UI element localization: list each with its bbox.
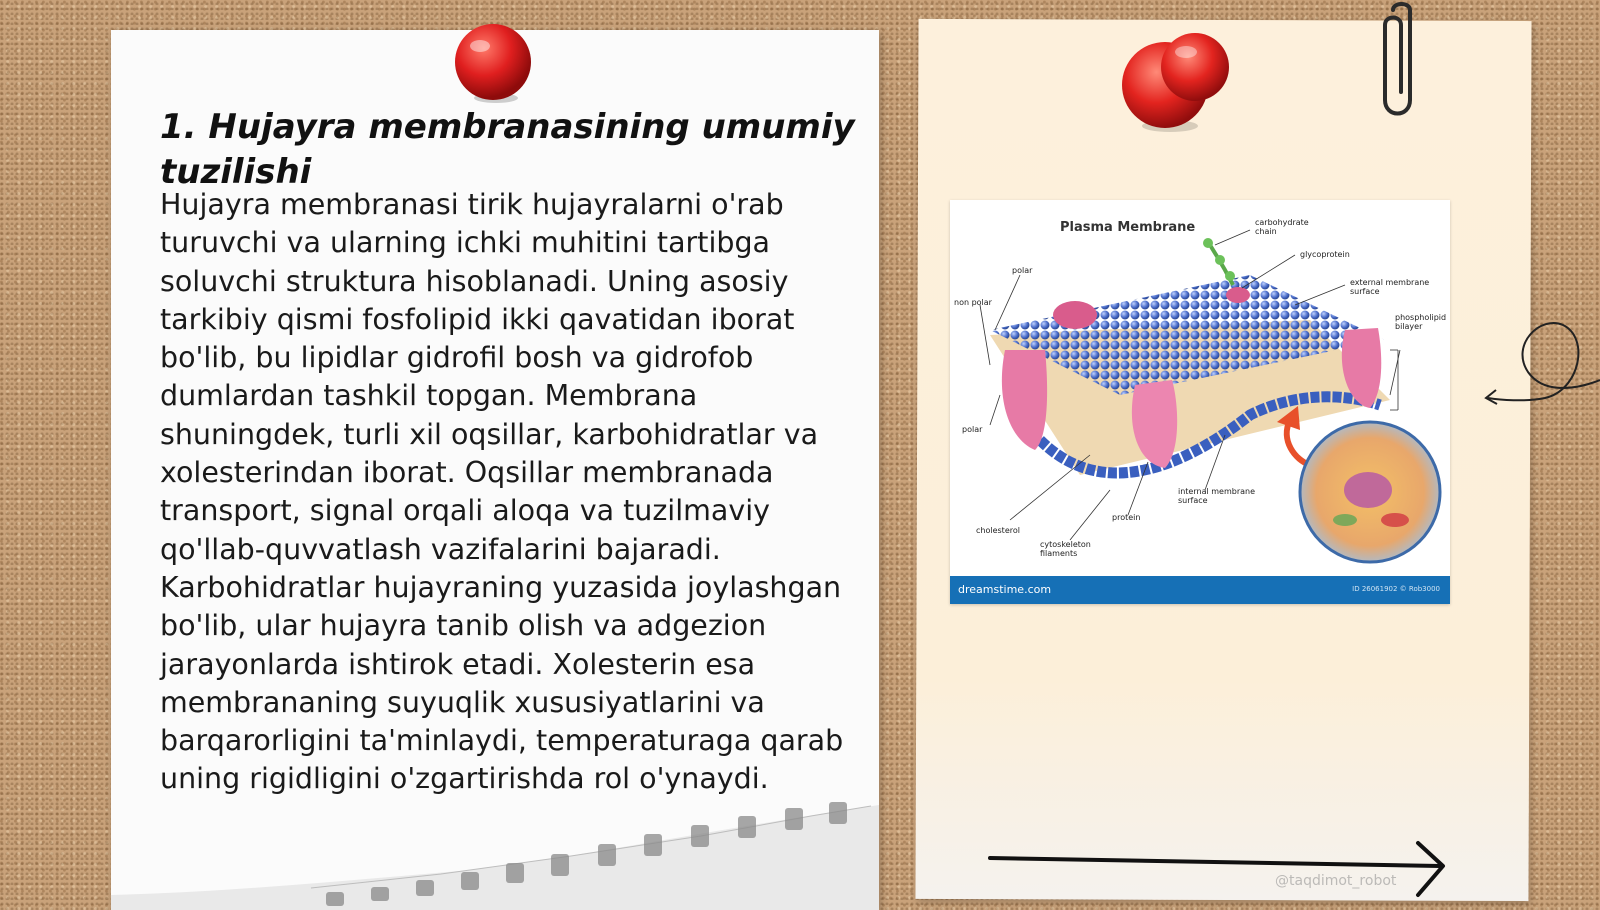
source-site-label: dreamstime.com [958, 583, 1052, 596]
label-internal-membrane-surface: internal membrane surface [1178, 487, 1256, 505]
watermark-label: @taqdimot_robot [1275, 873, 1397, 889]
diagram-source-bar [950, 576, 1450, 604]
label-polar-bottom: polar [962, 425, 983, 434]
label-non-polar: non polar [954, 298, 992, 307]
membrane-illustration [950, 200, 1450, 576]
image-id-label: ID 26061902 © Rob3000 [1352, 585, 1440, 593]
push-pin-icon [1120, 30, 1235, 135]
label-protein: protein [1112, 513, 1141, 522]
label-cholesterol: cholesterol [976, 526, 1020, 535]
label-cytoskeleton-filaments: cytoskeleton filaments [1040, 540, 1091, 558]
paper-clip-icon [1375, 0, 1425, 125]
diagram-title: Plasma Membrane [1060, 220, 1196, 235]
plasma-membrane-diagram [950, 200, 1450, 604]
label-polar-top: polar [1012, 266, 1033, 275]
label-phospholipid-bilayer: phospholipid bilayer [1395, 313, 1447, 331]
label-carbohydrate-chain: carbohydrate chain [1255, 218, 1309, 236]
slide-body-text: Hujayra membranasi tirik hujayralarni o'rab turuvchi va ularning ichki muhitini tartibga soluvchi struktura hisoblanadi. Uning asosiy tarkibiy qismi fosfolipid ikki qavatidan iborat bo'lib, bu lipidlar gidrofil bosh va gidrofob dumlardan tashkil topgan. Membrana shuningdek, turli xil oqsillar, karbohidratlar va xolesterindan iborat. Oqsillar membranada transport, signal orqali aloqa va tuzilmaviy qo'llab-quvvatlash vazifalarini bajaradi. Karbohidratlar hujayraning yuzasida joylashgan bo'lib, ular hujayra tanib olish va adgezion jarayonlarda ishtirok etadi. Xolesterin esa membrananing suyuqlik xususiyatlarini va barqarorligini ta'minlaydi, temperaturaga qarab uning rigidligini o'zgartirishda rol o'ynaydi. [160, 188, 844, 796]
label-external-membrane-surface: external membrane surface [1350, 278, 1430, 296]
push-pin-icon [448, 18, 538, 108]
torn-notebook-edge [111, 800, 879, 910]
slide-title: 1. Hujayra membranasining umumiy tuzilishi [160, 107, 855, 192]
label-glycoprotein: glycoprotein [1300, 250, 1350, 259]
